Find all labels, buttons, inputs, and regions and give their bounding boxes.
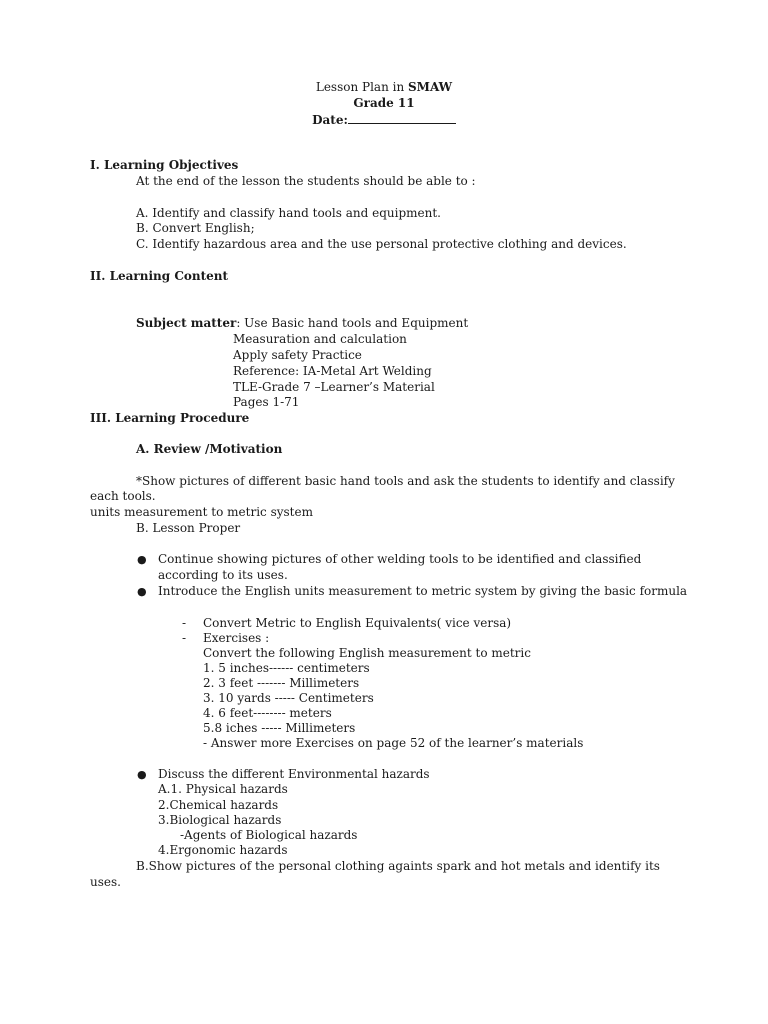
objectives-intro: At the end of the lesson the students should be able to :: [136, 174, 476, 188]
lesson-proper-heading: B. Lesson Proper: [136, 521, 241, 535]
subject-matter-line: [136, 316, 468, 331]
date-blank-line: [348, 112, 456, 124]
bullet-icon: ●: [137, 553, 147, 566]
bullet-text: Discuss the different Environmental hazards: [158, 767, 430, 781]
objective-item: A. Identify and classify hand tools and equipment.: [136, 206, 441, 220]
exercise-item: 3. 10 yards ----- Centimeters: [203, 691, 374, 705]
exercise-item: 5.8 iches ----- Millimeters: [203, 721, 356, 735]
subject-line: Measuration and calculation: [233, 332, 407, 346]
subject-line: Apply safety Practice: [233, 348, 362, 362]
title-subject: SMAW: [408, 80, 453, 94]
objective-item: B. Convert English;: [136, 221, 255, 235]
grade-label: Grade 11: [353, 96, 415, 110]
hazard-subitem: -Agents of Biological hazards: [180, 828, 358, 842]
hazard-item: 2.Chemical hazards: [158, 798, 279, 812]
subject-matter-value: : Use Basic hand tools and Equipment: [236, 316, 469, 330]
hazard-item: 4.Ergonomic hazards: [158, 843, 288, 857]
exercise-item: 1. 5 inches------ centimeters: [203, 661, 370, 675]
procedure-heading: III. Learning Procedure: [90, 411, 250, 425]
subject-line: Reference: IA-Metal Art Welding: [233, 364, 432, 378]
bullet-text: according to its uses.: [158, 568, 288, 582]
review-text: *Show pictures of different basic hand tools and ask the students to identify and classify: [136, 474, 675, 488]
hazard-item: A.1. Physical hazards: [158, 782, 288, 796]
show-pictures-text: uses.: [90, 875, 121, 889]
exercise-item: 2. 3 feet ------- Millimeters: [203, 676, 360, 690]
review-text: units measurement to metric system: [90, 505, 313, 519]
bullet-text: Continue showing pictures of other welding tools to be identified and classified: [158, 552, 642, 566]
hazard-item: 3.Biological hazards: [158, 813, 282, 827]
objectives-heading: I. Learning Objectives: [90, 158, 239, 172]
exercise-item: 4. 6 feet-------- meters: [203, 706, 332, 720]
dash-item: Convert Metric to English Equivalents( vice versa): [203, 616, 512, 630]
bullet-text: Introduce the English units measurement to metric system by giving the basic formula: [158, 584, 688, 598]
date-field: [0, 112, 768, 128]
dash-marker: -: [182, 616, 187, 630]
review-text: each tools.: [90, 489, 156, 503]
bullet-icon: ●: [137, 768, 147, 781]
subject-matter-label: Subject matter: [136, 316, 237, 330]
dash-item: Exercises :: [203, 631, 270, 645]
subject-line: Pages 1-71: [233, 395, 300, 409]
content-heading: II. Learning Content: [90, 269, 229, 283]
lesson-title: [0, 80, 768, 95]
bullet-icon: ●: [137, 585, 147, 598]
review-heading: A. Review /Motivation: [136, 442, 283, 456]
date-label: Date:: [312, 113, 348, 127]
subject-line: TLE-Grade 7 –Learner’s Material: [233, 380, 435, 394]
objective-item: C. Identify hazardous area and the use personal protective clothing and devices.: [136, 237, 627, 251]
show-pictures-text: B.Show pictures of the personal clothing againts spark and hot metals and identify its: [136, 859, 660, 873]
exercise-intro: Convert the following English measurement to metric: [203, 646, 531, 660]
dash-marker: -: [182, 631, 187, 645]
title-prefix: Lesson Plan in: [315, 80, 408, 94]
exercise-item: - Answer more Exercises on page 52 of the learner’s materials: [203, 736, 584, 750]
